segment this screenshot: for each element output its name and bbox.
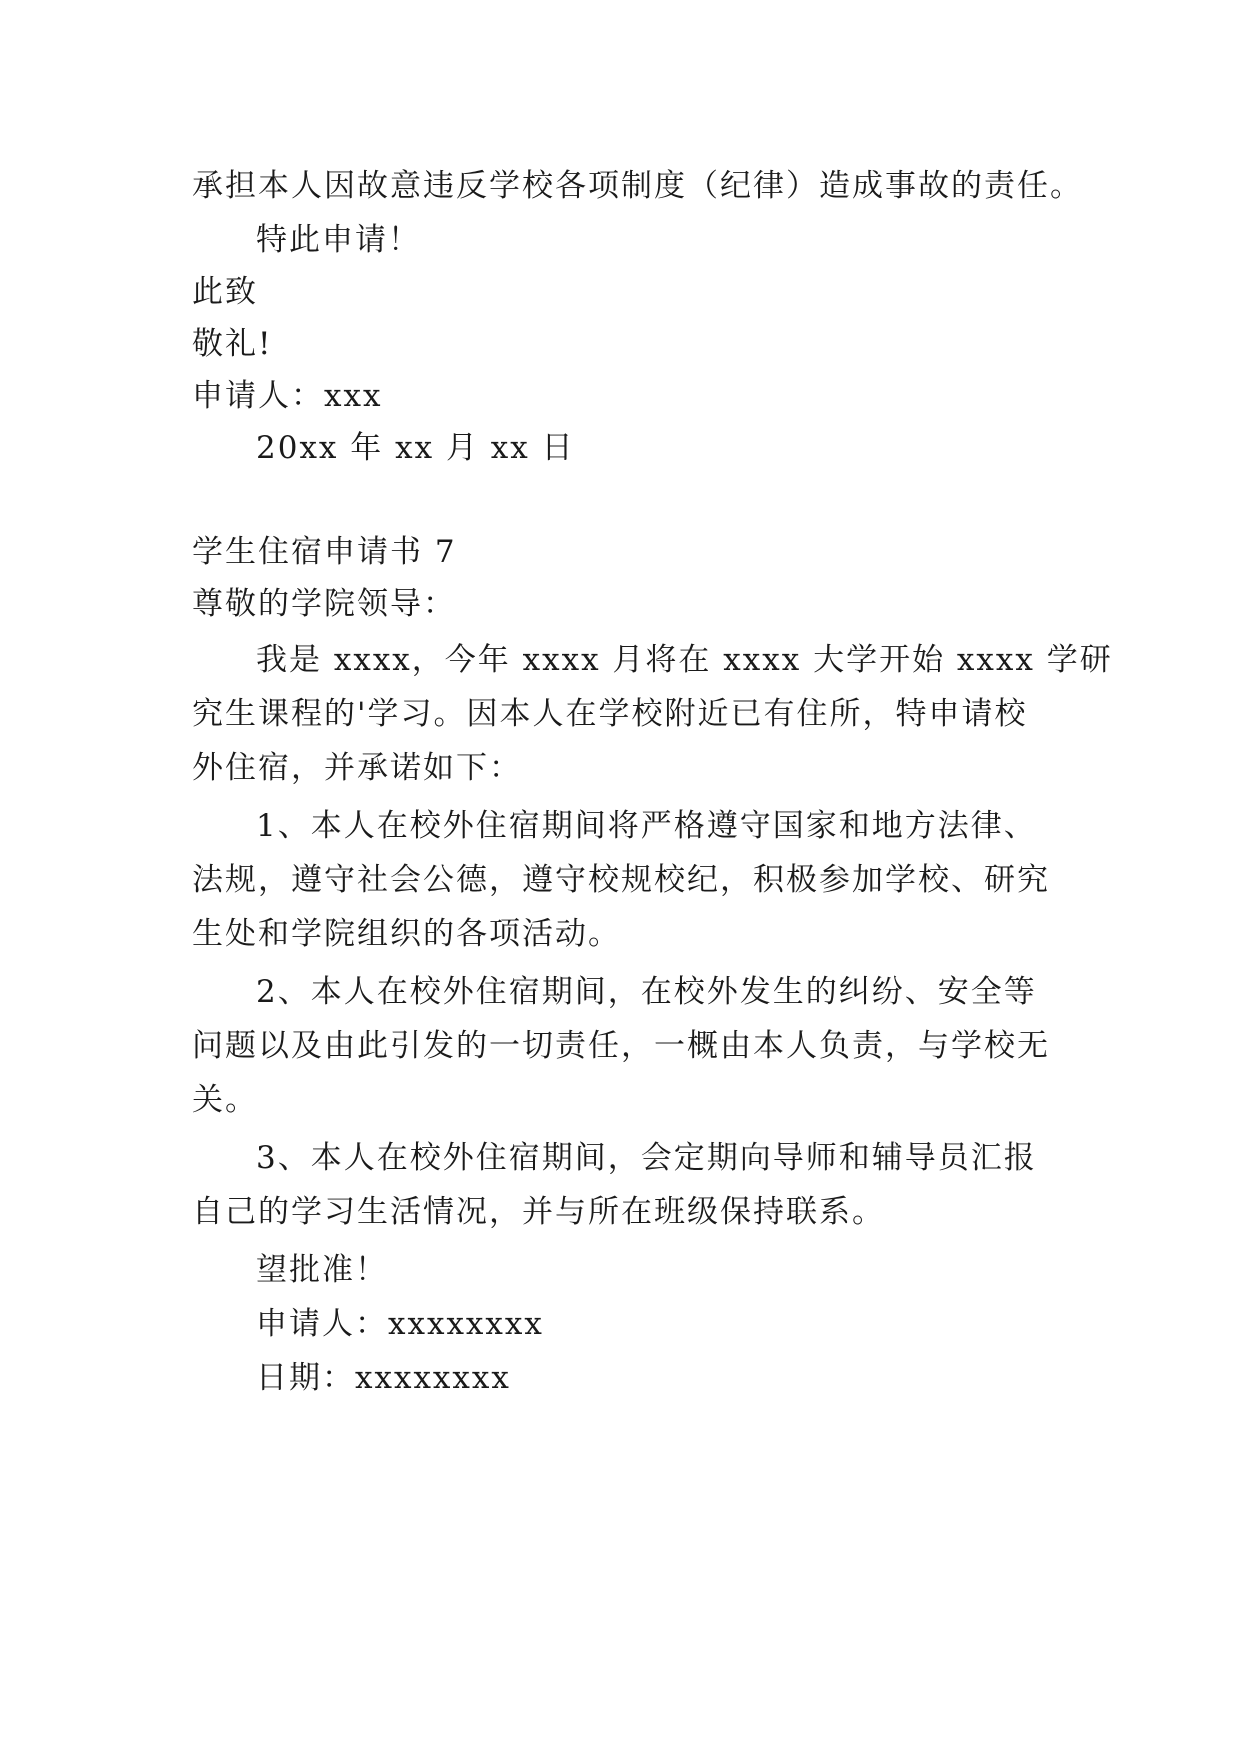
salutation-line-1: 此致 bbox=[192, 274, 258, 310]
item-1-line: 生处和学院组织的各项活动。 bbox=[192, 916, 621, 952]
paragraph-line: 我是 xxxx，今年 xxxx 月将在 xxxx 大学开始 xxxx 学研 bbox=[256, 642, 1113, 678]
item-1-line: 1、本人在校外住宿期间将严格遵守国家和地方法律、 bbox=[256, 808, 1037, 844]
item-3-line: 自己的学习生活情况，并与所在班级保持联系。 bbox=[192, 1194, 885, 1230]
date-line: 20xx 年 xx 月 xx 日 bbox=[256, 430, 575, 466]
paragraph-line: 外住宿，并承诺如下： bbox=[192, 750, 522, 786]
item-3-line: 3、本人在校外住宿期间，会定期向导师和辅导员汇报 bbox=[256, 1140, 1037, 1176]
body-text-line: 承担本人因故意违反学校各项制度（纪律）造成事故的责任。 bbox=[192, 168, 1083, 204]
request-text: 特此申请！ bbox=[256, 222, 421, 258]
item-2-line: 2、本人在校外住宿期间，在校外发生的纠纷、安全等 bbox=[256, 974, 1037, 1010]
applicant-line: 申请人：xxx bbox=[192, 378, 383, 414]
item-2-line: 关。 bbox=[192, 1082, 258, 1118]
letter-greeting: 尊敬的学院领导： bbox=[192, 586, 456, 622]
paragraph-line: 究生课程的'学习。因本人在学校附近已有住所，特申请校 bbox=[192, 696, 1028, 732]
letter-title: 学生住宿申请书 7 bbox=[192, 534, 457, 570]
item-2-line: 问题以及由此引发的一切责任，一概由本人负责，与学校无 bbox=[192, 1028, 1050, 1064]
salutation-line-2: 敬礼! bbox=[192, 326, 273, 362]
item-1-line: 法规，遵守社会公德，遵守校规校纪，积极参加学校、研究 bbox=[192, 862, 1050, 898]
date-line: 日期：xxxxxxxx bbox=[256, 1360, 511, 1396]
closing-text: 望批准！ bbox=[256, 1252, 388, 1288]
applicant-line: 申请人：xxxxxxxx bbox=[256, 1306, 544, 1342]
